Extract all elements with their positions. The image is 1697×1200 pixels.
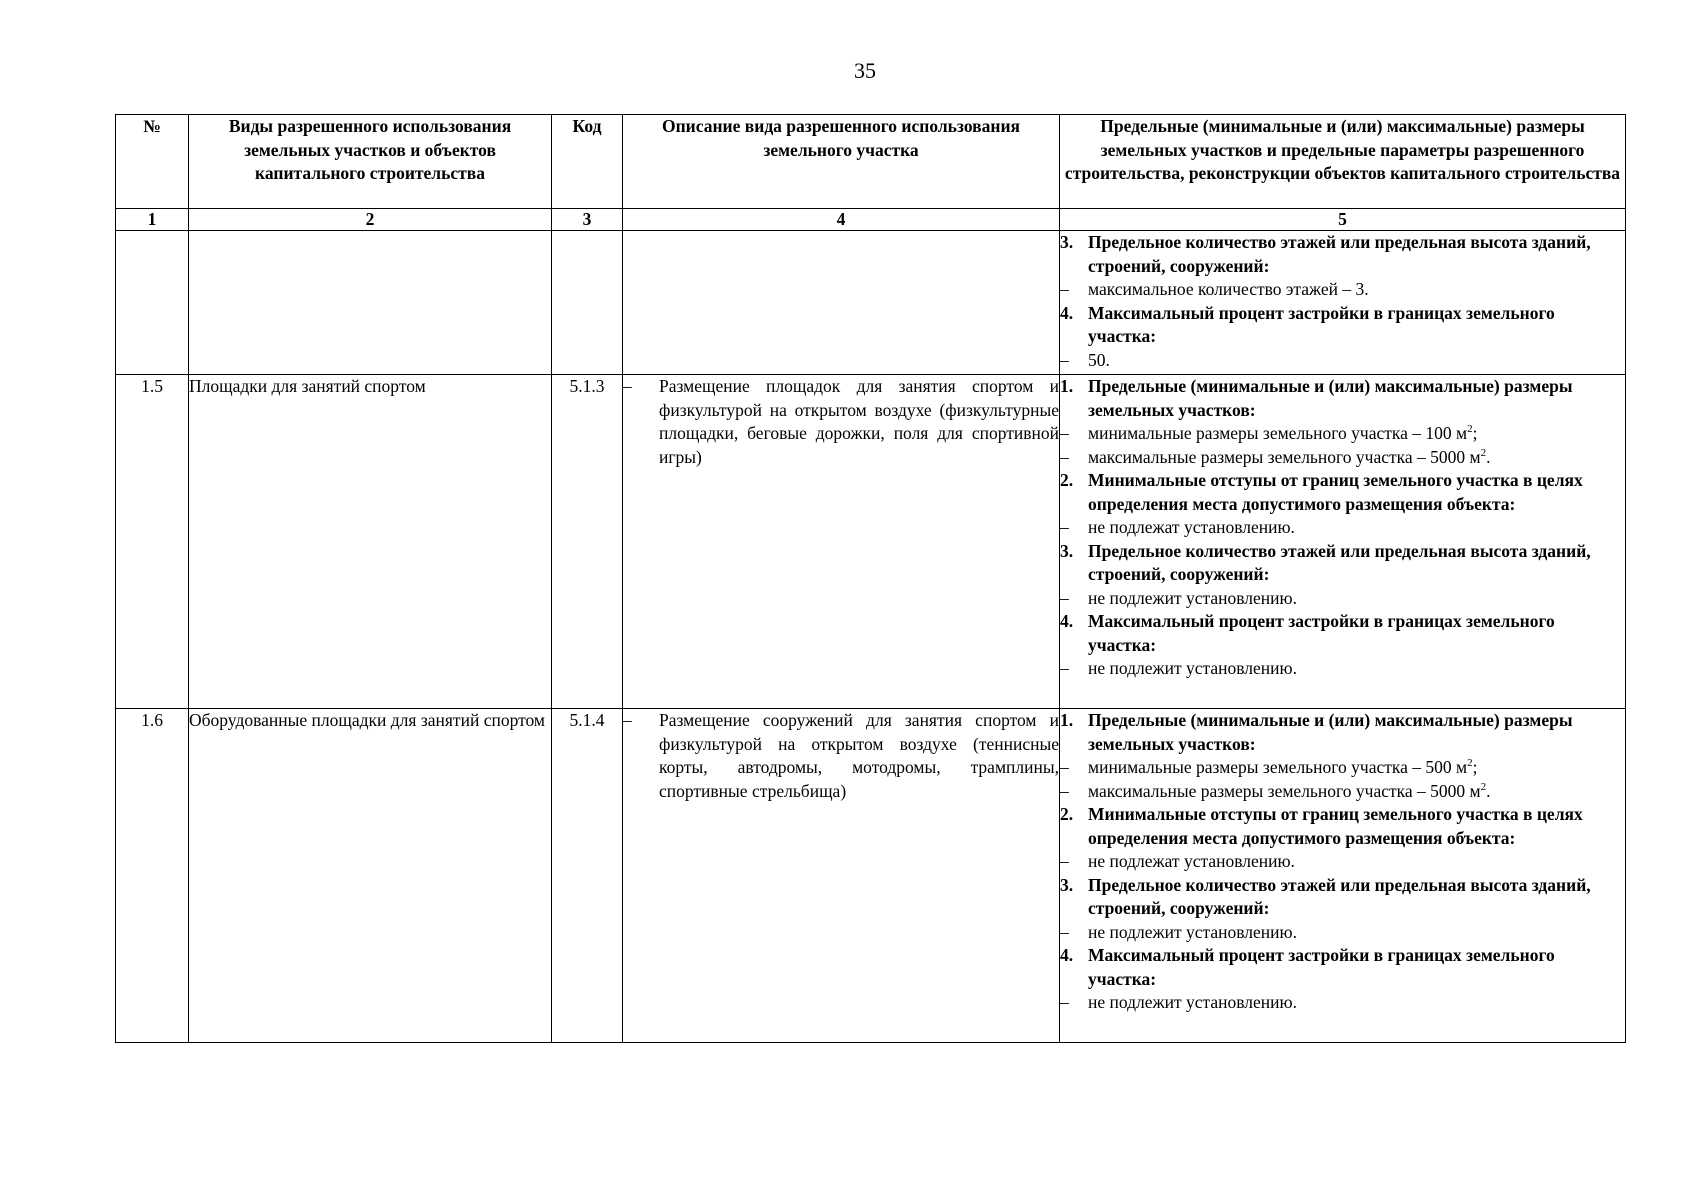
table-header-row (116, 115, 1626, 209)
row-use-type (189, 231, 552, 375)
param-heading: 2. Минимальные отступы от границ земельного участка в целях определения места допустимого размещения объекта: (1060, 804, 1583, 848)
param-heading: 1. Предельные (минимальные и (или) максимальные) размеры земельных участков: (1060, 710, 1573, 754)
row-description (623, 231, 1060, 375)
param-item: – не подлежат установлению. (1060, 517, 1295, 537)
row-number: 1.5 (116, 375, 189, 709)
row-use-type: Оборудованные площадки для занятий спортом (189, 709, 552, 1043)
column-number: 3 (552, 209, 623, 231)
param-heading: 4. Максимальный процент застройки в границах земельного участка: (1060, 945, 1555, 989)
row-parameters (1060, 231, 1626, 375)
column-number: 2 (189, 209, 552, 231)
table-row (116, 375, 1626, 709)
column-number-row (116, 209, 1626, 231)
row-code (552, 231, 623, 375)
param-heading: 3. Предельное количество этажей или предельная высота зданий, строений, сооружений: (1060, 232, 1591, 276)
row-code: 5.1.4 (552, 709, 623, 1043)
param-heading: 1. Предельные (минимальные и (или) максимальные) размеры земельных участков: (1060, 376, 1573, 420)
description-item: – Размещение площадок для занятия спортом и физкультурой на открытом воздухе (физкультурные площадки, беговые дорожки, поля для спортивной игры) (623, 376, 1059, 467)
description-item: – Размещение сооружений для занятия спортом и физкультурой на открытом воздухе (теннисные корты, автодромы, мотодромы, трамплины, спортивные стрельбища) (623, 710, 1059, 801)
column-number: 4 (623, 209, 1060, 231)
row-use-type: Площадки для занятий спортом (189, 375, 552, 709)
param-item: – не подлежит установлению. (1060, 992, 1297, 1012)
param-item: – не подлежит установлению. (1060, 587, 1297, 608)
param-heading: 2. Минимальные отступы от границ земельного участка в целях определения места допустимого размещения объекта: (1060, 470, 1583, 514)
param-item: – максимальные размеры земельного участка – 5000 $м^2$. (1060, 446, 1491, 467)
param-item: – минимальные размеры земельного участка – 500 $м^2$; (1060, 757, 1478, 777)
param-heading: 3. Предельное количество этажей или предельная высота зданий, строений, сооружений: (1060, 540, 1591, 584)
table-row (116, 709, 1626, 1043)
param-item: – не подлежат установлению. (1060, 851, 1295, 871)
row-number (116, 231, 189, 375)
param-item: – не подлежит установлению. (1060, 658, 1297, 678)
row-code: 5.1.3 (552, 375, 623, 709)
header-code: Код (552, 115, 623, 209)
column-number: 1 (116, 209, 189, 231)
param-item: – максимальное количество этажей – 3. (1060, 279, 1369, 299)
param-item: – 50. (1060, 349, 1110, 370)
row-description (623, 709, 1060, 1043)
param-heading: 4. Максимальный процент застройки в границах земельного участка: (1060, 611, 1555, 655)
header-description: Описание вида разрешенного использования земельного участка (623, 115, 1060, 209)
column-number: 5 (1060, 209, 1626, 231)
table-row (116, 231, 1626, 375)
header-number: № (116, 115, 189, 209)
row-parameters (1060, 709, 1626, 1043)
zoning-table (115, 114, 1626, 1043)
header-parameters: Предельные (минимальные и (или) максимальные) размеры земельных участков и предельные параметры разрешенного строительства, реконструкции объектов капитального строительства (1060, 115, 1626, 209)
row-description (623, 375, 1060, 709)
param-item: – максимальные размеры земельного участка – 5000 $м^2$. (1060, 780, 1491, 801)
param-heading: 4. Максимальный процент застройки в границах земельного участка: (1060, 302, 1555, 346)
header-use-types: Виды разрешенного использования земельных участков и объектов капитального строительства (189, 115, 552, 209)
param-item: – минимальные размеры земельного участка – 100 $м^2$; (1060, 423, 1478, 443)
row-parameters (1060, 375, 1626, 709)
row-number: 1.6 (116, 709, 189, 1043)
param-heading: 3. Предельное количество этажей или предельная высота зданий, строений, сооружений: (1060, 874, 1591, 918)
param-item: – не подлежит установлению. (1060, 921, 1297, 942)
page-number: 35 (854, 58, 876, 83)
